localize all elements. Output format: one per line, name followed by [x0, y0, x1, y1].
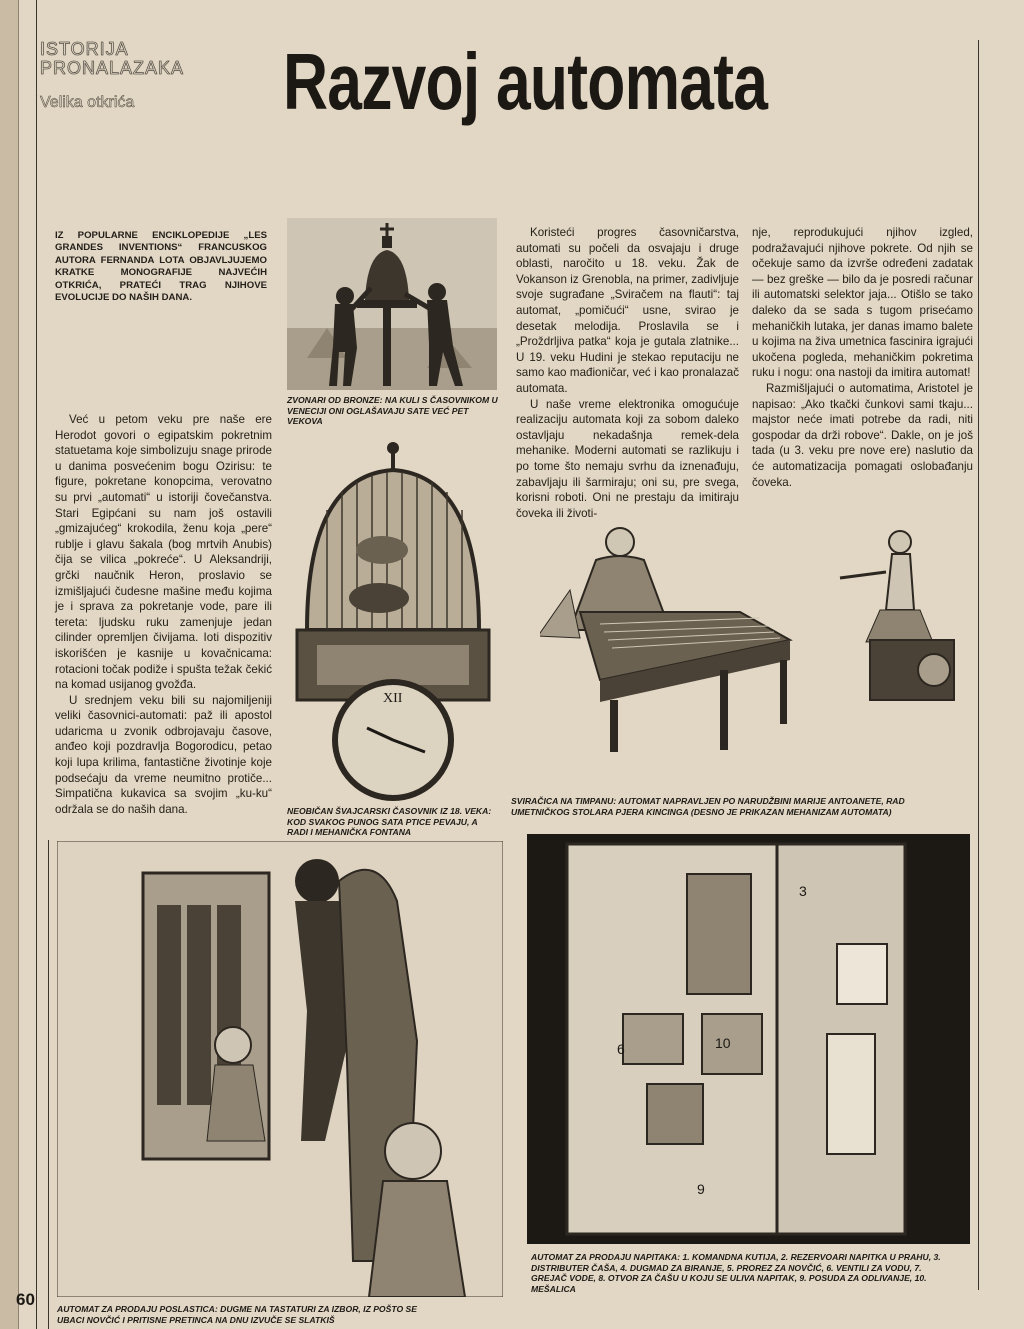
- caption-drink-vending: AUTOMAT ZA PRODAJU NAPITAKA: 1. KOMANDNA KUTIJA, 2. REZERVOARI NAPITKA U PRAHU, 3. DISTRIBUTER ČAŠA, 4. DUGMAD ZA BIRANJE, 5. PROREZ ZA NOVČIĆ, 6. VENTILI ZA VODU, 7. GREJAČ VODE, 8. OTVOR ZA ČAŠU U KOJU SE ULIVA NAPITAK, 9. POSUDA ZA ODLIVANJE, 10. MEŠALICA: [531, 1252, 941, 1294]
- bird-cage-clock-photo: [287, 440, 499, 802]
- caption-candy-vending: AUTOMAT ZA PRODAJU POSLASTICA: DUGME NA TASTATURI ZA IZBOR, IZ POŠTO SE UBACI NOVČIĆ I PRITISNE PRETINCA NA DNU IZVUČE SE SLATKIŠ: [57, 1304, 417, 1325]
- paragraph: Razmišljajući o automatima, Aristotel je napisao: „Ako tkački čunkovi sami tkaju... majstor neće imati potrebe da radi, niti gospodar da drži robove“. Dakle, on je još tada (u 3. veku pre nove ere) naslutio da će automatizacija pomagati oslobađanju čoveka.: [752, 381, 973, 489]
- paragraph: U naše vreme elektronika omogućuje realizaciju automata koji za sobom daleko ostavljaju nekadašnja remek-dela mehanike. Moderni automati se razlikuju i po tome što nemaju svrhu da iznenađuju, zabavljaju ili šarmiraju; oni su, pre svega, korisni roboti. Oni ne prestaju da imitiraju čoveka ili životi-: [516, 397, 739, 520]
- series-subtitle: Velika otkrića: [40, 94, 135, 111]
- page-number: 60: [16, 1290, 35, 1309]
- caption-dulcimer: SVIRAČICA NA TIMPANU: AUTOMAT NAPRAVLJEN PO NARUDŽBINI MARIJE ANTOANETE, RAD UMETNIČKOG STOLARA PJERA KINCINGA (DESNO JE PRIKAZAN MEHANIZAM AUTOMATA): [511, 796, 905, 817]
- series-header: [40, 40, 230, 140]
- bell-ringers-photo: [287, 218, 497, 390]
- dulcimer-player-automaton-drawing: [540, 520, 970, 790]
- caption-bird-clock: NEOBIČAN ŠVAJCARSKI ČASOVNIK IZ 18. VEKA: KOD SVAKOG PUNOG SATA PTICE PEVAJU, A RADI I MEHANIČKA FONTANA: [287, 806, 492, 837]
- candy-vending-machine-drawing: [57, 841, 503, 1297]
- article-lead: IZ POPULARNE ENCIKLOPEDIJE „LES GRANDES INVENTIONS“ FRANCUSKOG AUTORA FERNANDA LOTA OBJAVLJUJEMO KRATKE MONOGRAFIJE NAJVEĆIH OTKRIĆA, PRATEĆI TRAG NJIHOVE EVOLUCIJE DO NAŠIH DANA.: [55, 230, 267, 304]
- machine-label: 10: [715, 1035, 731, 1051]
- text-column-3: [752, 225, 973, 490]
- margin-rule: [36, 0, 37, 1329]
- binding-spine: [0, 0, 19, 1329]
- margin-rule-lower: [48, 840, 49, 1329]
- text-column-1: [55, 412, 272, 817]
- right-rule: [978, 40, 979, 1290]
- paragraph: U srednjem veku bili su najomiljeniji veliki časovnici-automati: paž ili apostol udaricma u zvonik odbrojavaju časove, anđeo koji pozdravlja Bogorodicu, petao koji lupa krilima, fantastične životinje koje podsećaju da vreme neumitno protiče... Simpatična kukavica sa svojim „ku-ku“ održala se do naših dana.: [55, 693, 272, 816]
- text-column-2: [516, 225, 739, 521]
- clock-numeral: XII: [383, 691, 403, 706]
- machine-label: 3: [799, 883, 807, 899]
- series-title-line1: ISTORIJA: [40, 39, 129, 59]
- machine-label: 9: [697, 1181, 705, 1197]
- paragraph: nje, reprodukujući njihov izgled, podražavajući njihove pokrete. Od njih se očekuje samo da izvrše određeni zadatak — bez greške — bilo da je posredi računar ili automatski selektor jaja... Otišlo se tako daleko da se sada s tugom prisećamo mehaničkih lutaka, jer danas imamo balete u kojima na živa umetnica fascinira igrajući ukočena pogleda, mehaničkim pokretima ruku i nogu: ona nastoji da imitira automat!: [752, 226, 973, 380]
- drink-vending-machine-photo: [527, 834, 970, 1244]
- article-title: Razvoj automata: [283, 37, 768, 126]
- series-title-line2: PRONALAZAKA: [40, 58, 185, 78]
- machine-label: 6: [617, 1041, 625, 1057]
- caption-bell-ringers: ZVONARI OD BRONZE: NA KULI S ČASOVNIKOM U VENECIJI ONI OGLAŠAVAJU SATE VEĆ PET VEKOVA: [287, 395, 498, 426]
- paragraph: Već u petom veku pre naše ere Herodot govori o egipatskim pokretnim statuetama koje simbolizuju snage prirode u danima posvećenim bogu Ozirisu: te figure, pokretane konopcima, verovatno su prvi „automati“ u istoriji čovečanstva. Stari Egipćani su nam još ostavili „gmizajućeg“ krokodila, ženu koja „pere“ rublje i glavu šakala (bog mrtvih Anubis) čija se vilica „pokreće“. U Aleksandriji, grčki naučnik Heron, proslavio se izmišljajući čudesne mašine među kojima je i sprava za pokretanje vode, pare ili tereta: ljudsku ruku zamenjuje jedan cilinder opremljen čivijama. Ioti dispozitiv iskorišćen je kasnije u kovačnicama: rotacioni točak podiže i spušta težak čekić na komad usijanog gvožđa.: [55, 413, 272, 692]
- paragraph: Koristeći progres časovničarstva, automati su počeli da osvajaju i druge oblasti, naročito u 18. veku. Žak de Vokanson iz Grenobla, na primer, zadivljuje svoje sugrađane „Sviračem na flauti“: taj automat, „pomičući“ usne, svirao je desetak melodija. Proslavila se i „Proždrljiva patka“ koja je gutala zlatnike... U 19. veku Hudini je stekao reputaciju ne samo kao mađioničar, već i kao pronalazač automata.: [516, 226, 739, 395]
